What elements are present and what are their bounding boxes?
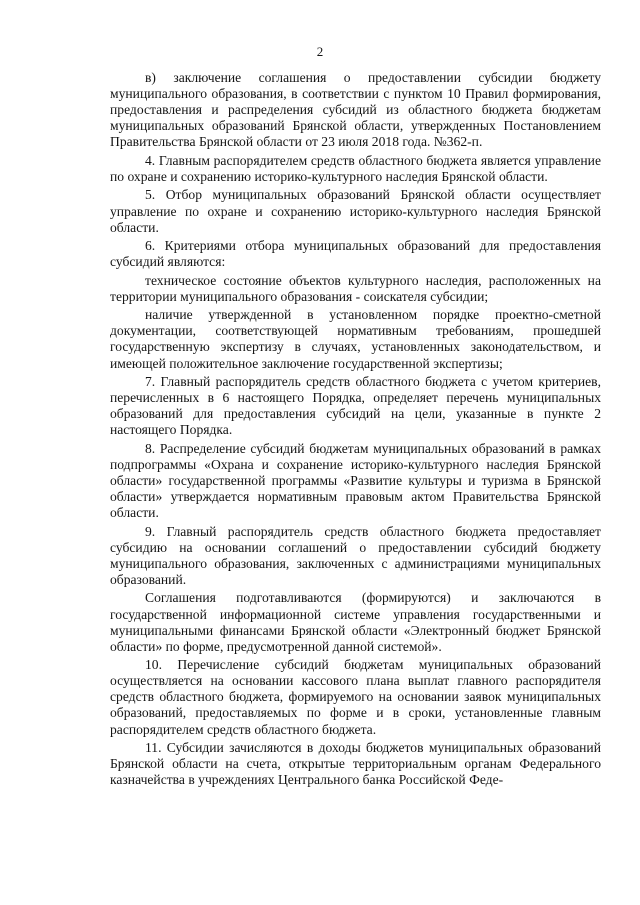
document-body (110, 70, 601, 788)
paragraph-item-v: в) заключение соглашения о предоставлении субсидии бюджету муниципального образования, в соответствии с пунктом 10 Правил формирования, предоставления и распределения субсидий из областного бюджета бюджетам муниципальных образований Брянской области, утвержденных Постановлением Правительства Брянской области от 23 июля 2018 года. №362-п. (110, 70, 601, 150)
page-number: 2 (316, 44, 324, 59)
paragraph-8: 8. Распределение субсидий бюджетам муниципальных образований в рамках подпрограммы «Охрана и сохранение историко-культурного наследия Брянской области» государственной программы «Развитие культуры и туризма в Брянской области» утверждается нормативным правовым актом Правительства Брянской области. (110, 440, 601, 521)
paragraph-11: 11. Субсидии зачисляются в доходы бюджетов муниципальных образований Брянской области на счета, открытые территориальным органам Федерального казначейства в учреждениях Центрального банка Российской Феде- (110, 740, 601, 788)
paragraph-6-criterion-2: наличие утвержденной в установленном порядке проектно-сметной документации, соответствующей нормативным требованиям, прошедшей государственную экспертизу в случаях, установленных законодательством, и имеющей положительное заключение государственной экспертизы; (110, 307, 601, 371)
paragraph-10: 10. Перечисление субсидий бюджетам муниципальных образований осуществляется на основании кассового плана выплат главного распорядителя средств областного бюджета, формируемого на основании заявок муниципальных образований, предоставляемых по форме и в сроки, установленные главным распорядителем средств областного бюджета. (110, 657, 601, 737)
paragraph-4: 4. Главным распорядителем средств областного бюджета является управление по охране и сохранению историко-культурного наследия Брянской области. (110, 152, 601, 184)
paragraph-7: 7. Главный распорядитель средств областного бюджета с учетом критериев, перечисленных в 6 настоящего Порядка, определяет перечень муниципальных образований для предоставления субсидий на цели, указанные в пункте 2 настоящего Порядка. (110, 374, 601, 438)
paragraph-6-criterion-1: техническое состояние объектов культурного наследия, расположенных на территории муниципального образования - соискателя субсидии; (110, 272, 601, 304)
paragraph-5: 5. Отбор муниципальных образований Брянской области осуществляет управление по охране и сохранению историко-культурного наследия Брянской области. (110, 187, 601, 235)
paragraph-9-agreements: Соглашения подготавливаются (формируются) и заключаются в государственной информационной системе управления государственными и муниципальными финансами Брянской области «Электронный бюджет Брянской области» по форме, предусмотренной данной системой». (110, 590, 601, 654)
paragraph-9: 9. Главный распорядитель средств областного бюджета предоставляет субсидию на основании соглашений о предоставлении субсидий бюджету муниципального образования, заключенных с администрациями муниципальных образований. (110, 523, 601, 587)
paragraph-6: 6. Критериями отбора муниципальных образований для предоставления субсидий являются: (110, 238, 601, 270)
